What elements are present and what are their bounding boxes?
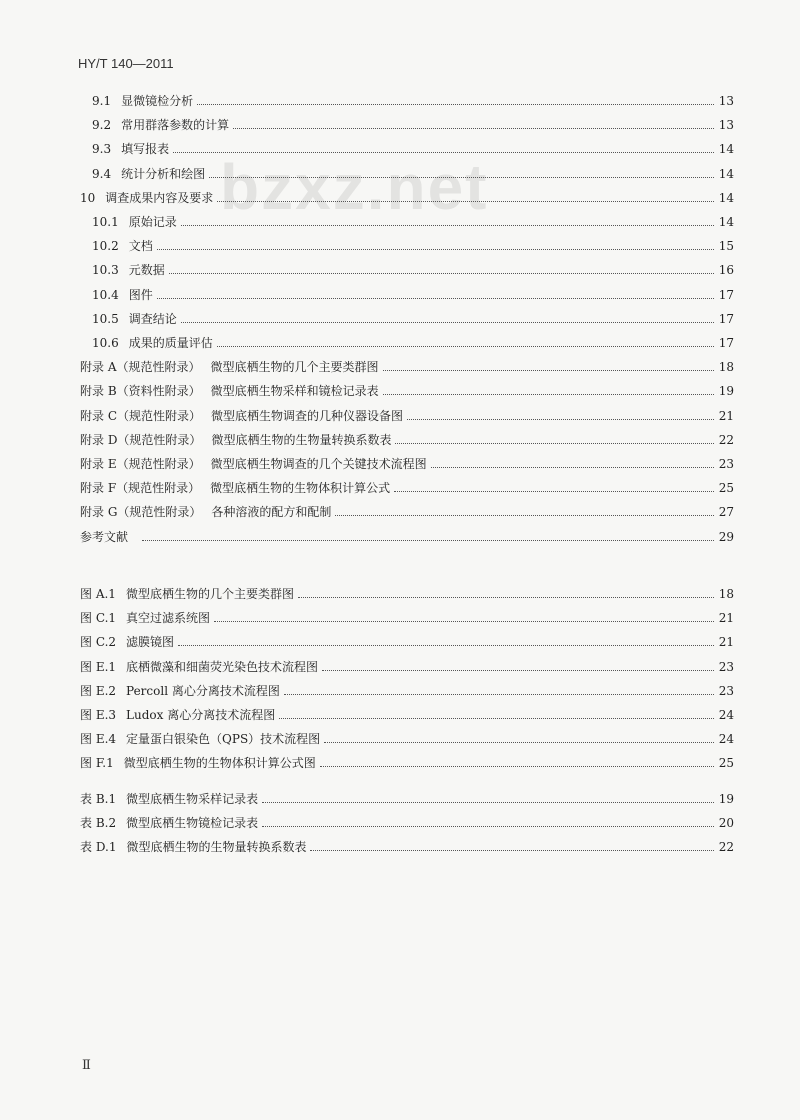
toc-leader-dots: [383, 370, 715, 371]
toc-title: 微型底栖生物的几个主要类群图: [125, 587, 294, 601]
toc-number: 参考文献: [80, 529, 129, 544]
toc-leader-dots: [197, 104, 714, 105]
toc-title: 各种溶液的配方和配制: [211, 505, 332, 520]
toc-entry[interactable]: [92, 309, 734, 329]
toc-page-number: 21: [718, 635, 734, 650]
toc-title: 常用群落参数的计算: [121, 118, 230, 133]
toc-entry[interactable]: [80, 789, 734, 809]
toc-leader-dots: [209, 177, 714, 178]
toc-page-number: 21: [718, 408, 734, 423]
toc-title: 文档: [128, 239, 153, 254]
toc-number: 图 C.2: [80, 635, 117, 650]
toc-page-number: 27: [718, 505, 734, 520]
toc-number: 10.3: [92, 263, 119, 278]
toc-leader-dots: [173, 152, 714, 153]
toc-number: 10: [80, 190, 96, 205]
page-folio: Ⅱ: [82, 1058, 91, 1073]
toc-entry[interactable]: [80, 357, 734, 377]
toc-leader-dots: [169, 273, 714, 274]
toc-page-number: 17: [718, 336, 734, 350]
toc-leader-dots: [217, 201, 714, 202]
toc-title: 元数据: [128, 263, 165, 278]
toc-page-number: 24: [718, 732, 734, 747]
toc-leader-dots: [284, 694, 714, 695]
watermark: bzxz.net: [220, 151, 489, 223]
toc-title: 底栖微藻和细菌荧光染色技术流程图: [126, 659, 319, 674]
toc-entry[interactable]: [92, 333, 734, 353]
toc-leader-dots: [298, 597, 714, 598]
toc-leader-dots: [157, 298, 714, 299]
toc-leader-dots: [335, 515, 714, 516]
toc-number: 9.2: [92, 118, 112, 133]
toc-number: 附录 B（资料性附录）: [80, 384, 201, 399]
toc-leader-dots: [431, 467, 714, 468]
toc-entry[interactable]: [80, 657, 734, 677]
toc-leader-dots: [322, 670, 714, 671]
toc-number: 10.5: [92, 311, 119, 326]
toc-page-number: 22: [718, 840, 734, 855]
toc-page-number: 20: [718, 816, 734, 831]
toc-number: 图 E.1: [80, 659, 117, 674]
toc-entry[interactable]: [80, 813, 734, 833]
toc-entry[interactable]: [80, 527, 734, 547]
toc-leader-dots: [324, 742, 714, 743]
toc-number: 9.1: [92, 94, 112, 108]
toc-number: 表 B.2: [80, 816, 117, 831]
toc-number: 表 D.1: [80, 840, 117, 855]
toc-entry[interactable]: [80, 837, 734, 857]
toc-entry[interactable]: [92, 236, 734, 256]
toc-title: 微型底栖生物采样记录表: [126, 792, 259, 806]
toc-leader-dots: [214, 621, 714, 622]
toc-title: Ludox 离心分离技术流程图: [126, 708, 276, 722]
toc-entry[interactable]: [80, 681, 734, 701]
toc-page-number: 23: [718, 659, 734, 674]
toc-page-number: 18: [718, 587, 734, 601]
toc-entry[interactable]: [92, 91, 734, 111]
toc-leader-dots: [320, 766, 714, 767]
toc-title: 微型底栖生物镜检记录表: [126, 816, 259, 831]
toc-page-number: 22: [718, 432, 734, 447]
toc-leader-dots: [383, 394, 714, 395]
toc-number: 9.4: [92, 166, 112, 181]
toc-leader-dots: [407, 419, 714, 420]
toc-page-number: 18: [718, 360, 734, 375]
toc-leader-dots: [279, 718, 714, 719]
toc-page-number: 14: [718, 142, 734, 157]
toc-entry[interactable]: [92, 164, 734, 184]
toc-title: 微型底栖生物的几个主要类群图: [210, 360, 379, 375]
toc-page-number: 13: [718, 118, 734, 133]
toc-number: 附录 E（规范性附录）: [80, 457, 201, 471]
toc-number: 附录 A（规范性附录）: [80, 360, 201, 375]
toc-page-number: 13: [718, 94, 734, 108]
toc-page-number: 23: [718, 457, 734, 471]
toc-entry[interactable]: [92, 139, 734, 159]
toc-page-number: 15: [718, 239, 734, 254]
toc-leader-dots: [262, 802, 714, 803]
toc-title: 微型底栖生物的生物量转换系数表: [126, 840, 307, 855]
toc-leader-dots: [217, 346, 714, 347]
toc-title: 图件: [128, 287, 153, 302]
toc-title: 统计分析和绘图: [121, 166, 206, 181]
toc-entry[interactable]: [80, 430, 734, 450]
toc-title: 真空过滤系统图: [126, 611, 211, 626]
toc-page-number: 25: [718, 481, 734, 496]
toc-entry[interactable]: [80, 454, 734, 474]
toc-entry[interactable]: [80, 381, 734, 401]
toc-page-number: 16: [718, 263, 734, 278]
toc-page-number: 14: [718, 166, 734, 181]
toc-page-number: 19: [718, 384, 734, 399]
toc-title: Percoll 离心分离技术流程图: [126, 683, 280, 698]
toc-entry[interactable]: [80, 502, 734, 522]
toc-entry[interactable]: [80, 406, 734, 426]
toc-title: 微型底栖生物的生物体积计算公式图: [123, 756, 316, 771]
toc-number: 表 B.1: [80, 792, 117, 806]
toc-title: 成果的质量评估: [128, 336, 213, 350]
toc-number: 10.1: [92, 215, 119, 229]
toc-page-number: 24: [718, 708, 734, 722]
toc-number: 10.2: [92, 239, 119, 254]
toc-title: 滤膜镜图: [126, 635, 175, 650]
toc-title: 定量蛋白银染色（QPS）技术流程图: [126, 732, 321, 747]
toc-entry[interactable]: [80, 608, 734, 628]
toc-number: 图 C.1: [80, 611, 117, 626]
toc-page-number: 17: [718, 311, 734, 326]
toc-number: 图 E.4: [80, 732, 117, 747]
toc-leader-dots: [178, 645, 714, 646]
toc-entry[interactable]: [80, 729, 734, 749]
document-code: HY/T 140—2011: [78, 56, 174, 71]
toc-leader-dots: [394, 491, 714, 492]
toc-page-number: 21: [718, 611, 734, 626]
toc-leader-dots: [262, 826, 714, 827]
toc-title: 微型底栖生物的生物量转换系数表: [211, 432, 392, 447]
toc-entry[interactable]: [80, 188, 734, 208]
toc-entry[interactable]: [92, 285, 734, 305]
toc-number: 图 E.3: [80, 708, 117, 722]
toc-entry[interactable]: [92, 260, 734, 280]
toc-page-number: 14: [718, 215, 734, 229]
toc-leader-dots: [233, 128, 714, 129]
toc-leader-dots: [181, 225, 714, 226]
toc-entry[interactable]: [80, 632, 734, 652]
toc-entry[interactable]: [80, 478, 734, 498]
toc-title: 显微镜检分析: [121, 94, 194, 108]
toc-number: 9.3: [92, 142, 112, 157]
toc-number: 附录 D（规范性附录）: [80, 432, 202, 447]
toc-number: 图 F.1: [80, 756, 114, 771]
toc-number: 附录 C（规范性附录）: [80, 408, 201, 423]
toc-number: 图 A.1: [80, 587, 116, 601]
toc-title: 调查成果内容及要求: [105, 190, 214, 205]
toc-leader-dots: [395, 443, 714, 444]
toc-title: 微型底栖生物调查的几个关键技术流程图: [210, 457, 427, 471]
toc-number: 附录 F（规范性附录）: [80, 481, 201, 496]
toc-entry[interactable]: [92, 115, 734, 135]
toc-leader-dots: [157, 249, 714, 250]
toc-entry[interactable]: [80, 705, 734, 725]
toc-number: 10.6: [92, 336, 119, 350]
toc-leader-dots: [310, 850, 714, 851]
toc-title: 微型底栖生物调查的几种仪器设备图: [211, 408, 404, 423]
toc-title: 原始记录: [128, 215, 177, 229]
toc-entry[interactable]: [80, 753, 734, 773]
toc-leader-dots: [181, 322, 714, 323]
toc-page-number: 17: [718, 287, 734, 302]
toc-entry[interactable]: [80, 584, 734, 604]
toc-title: 微型底栖生物的生物体积计算公式: [210, 481, 391, 496]
toc-page-number: 25: [718, 756, 734, 771]
toc-page-number: 29: [718, 529, 734, 544]
toc-number: 图 E.2: [80, 683, 117, 698]
toc-title: 微型底栖生物采样和镜检记录表: [210, 384, 379, 399]
toc-page-number: 14: [718, 190, 734, 205]
toc-number: 10.4: [92, 287, 119, 302]
toc-page-number: 19: [718, 792, 734, 806]
toc-page-number: 23: [718, 683, 734, 698]
toc-title: 调查结论: [128, 311, 177, 326]
toc-entry[interactable]: [92, 212, 734, 232]
toc-leader-dots: [142, 540, 714, 541]
toc-title: 填写报表: [121, 142, 170, 157]
toc-number: 附录 G（规范性附录）: [80, 505, 202, 520]
